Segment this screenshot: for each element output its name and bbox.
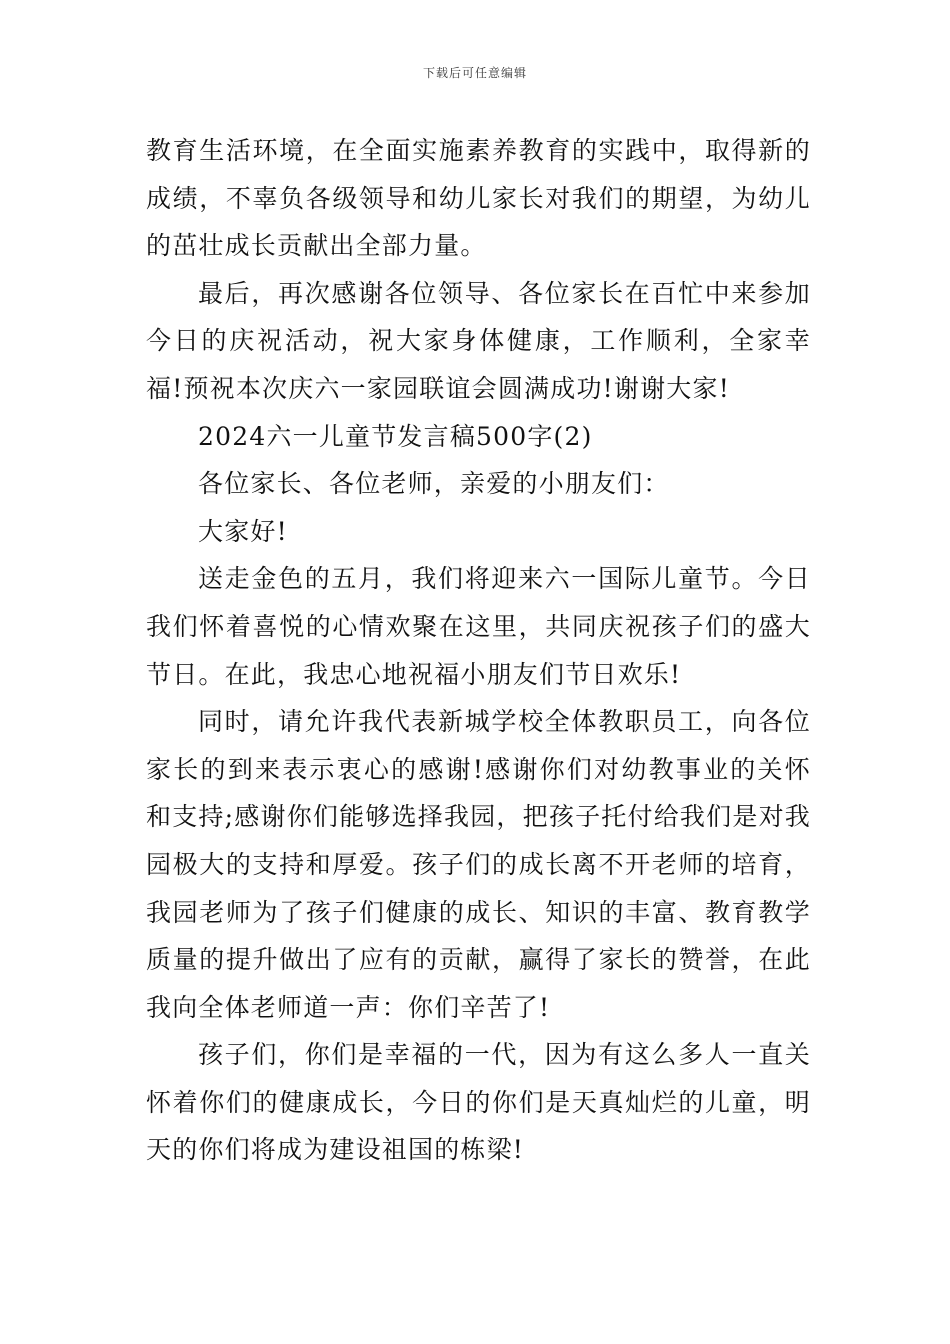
section-title: 2024六一儿童节发言稿500字(2) xyxy=(198,421,593,451)
paragraph-hello: 大家好! xyxy=(198,516,288,546)
paragraph-greeting-audience: 各位家长、各位老师，亲爱的小朋友们： xyxy=(198,469,670,499)
paragraph-thanks-parents: 同时，请允许我代表新城学校全体教职员工，向各位家长的到来表示衷心的感谢!感谢你们对幼教事业的关怀和支持;感谢你们能够选择我园，把孩子托付给我们是对我园极大的支持和厚爱。孩子们的成长离不开老师的培育，我园老师为了孩子们健康的成长、知识的丰富、教育教学质量的提升做出了应有的贡献，赢得了家长的赞誉，在此我向全体老师道一声：你们辛苦了! xyxy=(146,707,811,1022)
paragraph-intro: 送走金色的五月，我们将迎来六一国际儿童节。今日我们怀着喜悦的心情欢聚在这里，共同庆祝孩子们的盛大节日。在此，我忠心地祝福小朋友们节日欢乐! xyxy=(146,564,811,689)
paragraph-children: 孩子们，你们是幸福的一代，因为有这么多人一直关怀着你们的健康成长，今日的你们是天真灿烂的儿童，明天的你们将成为建设祖国的栋梁! xyxy=(146,1040,811,1165)
paragraph-closing-thanks: 最后，再次感谢各位领导、各位家长在百忙中来参加今日的庆祝活动，祝大家身体健康，工作顺利，全家幸福!预祝本次庆六一家园联谊会圆满成功!谢谢大家! xyxy=(146,278,811,403)
paragraph-continuation: 教育生活环境，在全面实施素养教育的实践中，取得新的成绩，不辜负各级领导和幼儿家长对我们的期望，为幼儿的茁壮成长贡献出全部力量。 xyxy=(146,136,811,261)
document-body xyxy=(146,127,811,1174)
page-header-note: 下载后可任意编辑 xyxy=(422,66,527,80)
